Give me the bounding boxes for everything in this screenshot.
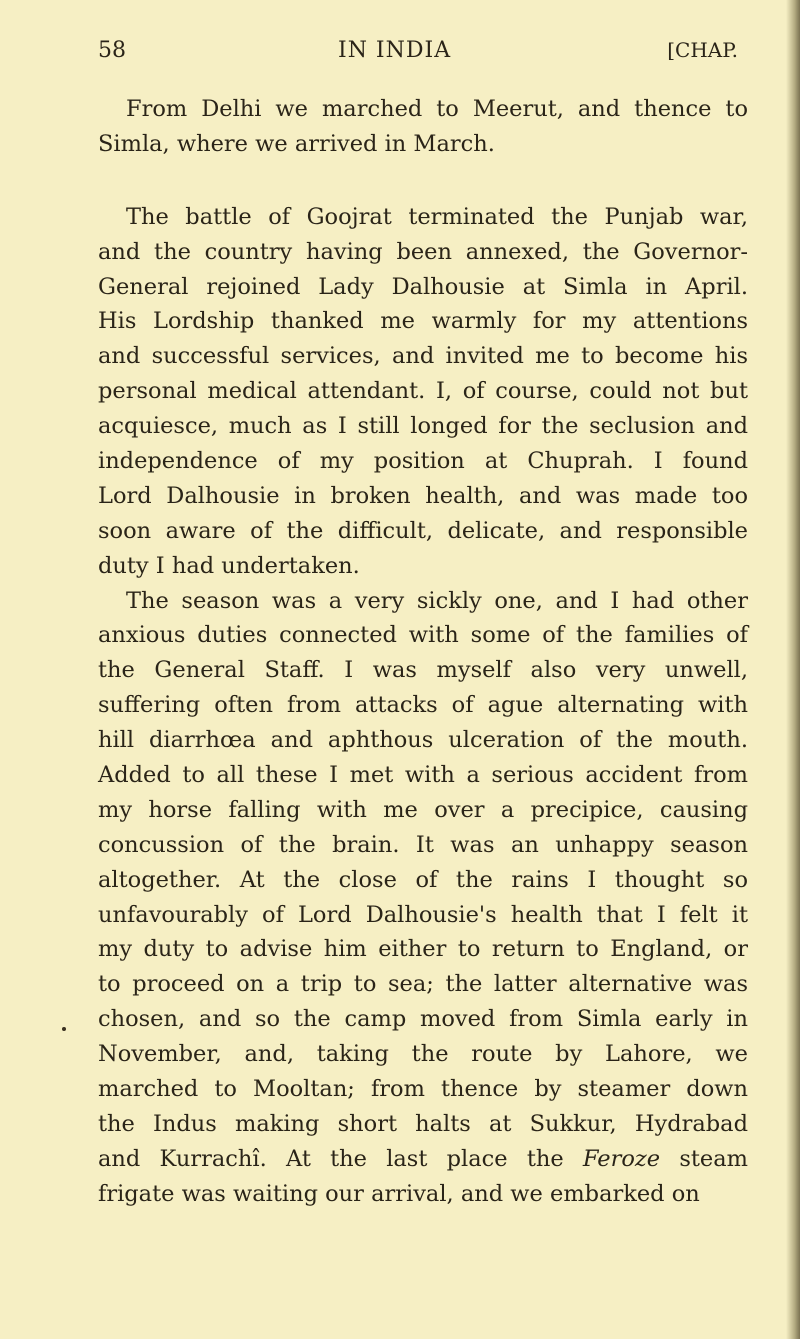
text-line: Added to all these I met with a serious accident from <box>98 762 748 789</box>
chapter-mark: [CHAP. <box>667 38 738 62</box>
running-title: IN INDIA <box>338 38 452 63</box>
text-line: General rejoined Lady Dalhousie at Simla in April. <box>98 273 748 300</box>
text-line: chosen, and so the camp moved from Simla early in <box>98 1006 748 1033</box>
text-line: The battle of Goojrat terminated the Punjab war, <box>126 203 748 230</box>
text-line: acquiesce, much as I still longed for the seclusion and <box>98 413 748 440</box>
text-line: the General Staff. I was myself also very unwell, <box>98 657 748 684</box>
text-line: November, and, taking the route by Lahore, we <box>98 1041 748 1068</box>
text-line: and the country having been annexed, the Governor- <box>98 238 748 265</box>
text-line: Lord Dalhousie in broken health, and was made too <box>98 482 748 509</box>
page-number: 58 <box>98 38 126 63</box>
ship-name: Feroze <box>582 1145 661 1172</box>
text-line: my duty to advise him either to return to England, or <box>98 936 748 963</box>
text-line: unfavourably of Lord Dalhousie's health that I felt it <box>98 901 748 928</box>
text-line: anxious duties connected with some of the families of <box>98 622 748 649</box>
page-header <box>98 38 738 72</box>
text-line: The season was a very sickly one, and I had other <box>126 587 748 614</box>
page-edge-shadow <box>786 0 800 1339</box>
text-segment: steam <box>679 1145 748 1172</box>
page-body <box>98 92 748 1212</box>
text-line: concussion of the brain. It was an unhappy season <box>98 831 748 858</box>
text-line: frigate was waiting our arrival, and we embarked on <box>98 1180 700 1207</box>
text-line: the Indus making short halts at Sukkur, Hydrabad <box>98 1110 748 1137</box>
text-line: my horse falling with me over a precipice, causing <box>98 796 748 823</box>
paragraph-3 <box>98 584 748 1212</box>
text-segment: and Kurrachî. At the last place the <box>98 1145 564 1172</box>
text-line: hill diarrhœa and aphthous ulceration of the mouth. <box>98 727 748 754</box>
text-line: altogether. At the close of the rains I thought so <box>98 866 748 893</box>
text-line: His Lordship thanked me warmly for my attentions <box>98 308 748 335</box>
text-line: marched to Mooltan; from thence by steamer down <box>98 1076 748 1103</box>
text-line: From Delhi we marched to Meerut, and thence to <box>126 96 748 122</box>
text-line: independence of my position at Chuprah. I found <box>98 448 748 475</box>
margin-mark <box>62 1027 66 1031</box>
paragraph-1 <box>98 92 748 162</box>
text-line: suffering often from attacks of ague alternating with <box>98 692 748 719</box>
text-line: Simla, where we arrived in March. <box>98 130 495 157</box>
text-line: to proceed on a trip to sea; the latter alternative was <box>98 971 748 998</box>
text-line: soon aware of the difficult, delicate, and responsible <box>98 517 748 544</box>
text-line: duty I had undertaken. <box>98 552 360 579</box>
paragraph-2 <box>98 200 748 584</box>
text-line-with-ship <box>98 1142 748 1177</box>
text-line: personal medical attendant. I, of course, could not but <box>98 378 748 405</box>
text-line: and successful services, and invited me to become his <box>98 343 748 370</box>
